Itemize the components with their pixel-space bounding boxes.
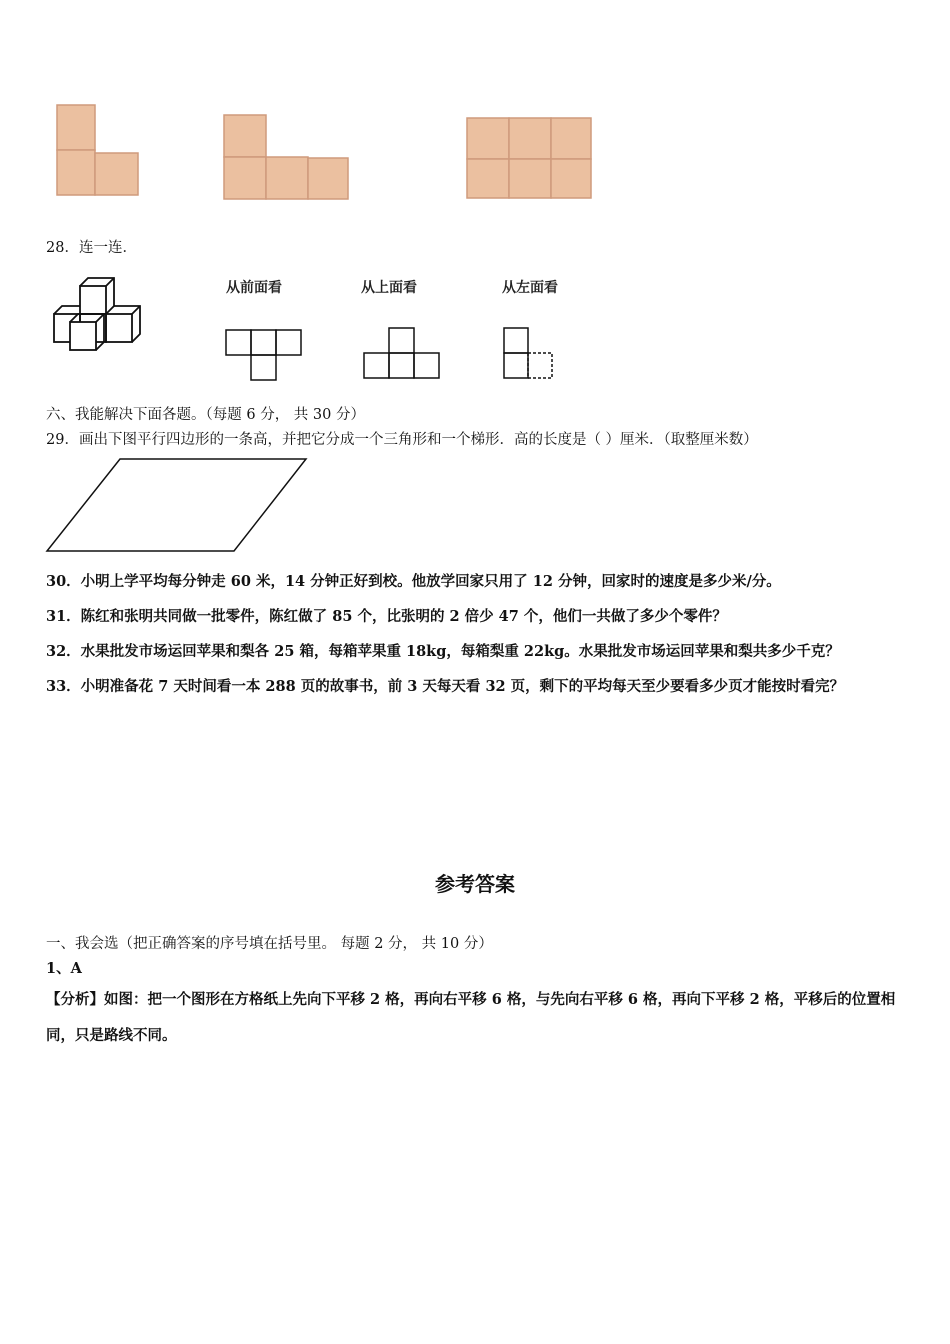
tile [57,105,95,150]
tile [224,115,266,157]
front-view-drawing [224,328,314,388]
answers-title: 参考答案 [435,872,515,896]
question-30: 30．小明上学平均每分钟走 60 米，14 分钟正好到校。他放学回家只用了 12 分钟，回家时的速度是多少米/分。 [46,573,781,590]
tile [551,159,591,198]
tile [266,157,308,199]
tile [224,157,266,199]
tile [509,159,551,198]
section-6-heading: 六、我能解决下面各题。（每题 6 分， 共 30 分） [46,407,365,423]
answers-section-1: 一、我会选（把正确答案的序号填在括号里。 每题 2 分， 共 10 分） [46,936,493,952]
top-view-drawing [362,326,452,386]
answer-1-analysis: 【分析】如图：把一个图形在方格纸上先向下平移 2 格，再向右平移 6 格，与先向右平移 6 格，再向下平移 2 格，平移后的位置相同，只是路线不同。 [46,991,896,1044]
tile [509,118,551,159]
cube-solid-figure [50,274,160,364]
tile [467,118,509,159]
view-caption-top: 从上面看 [361,280,417,296]
left-view-drawing [502,326,572,386]
question-32: 32．水果批发市场运回苹果和梨各 25 箱，每箱苹果重 18kg，每箱梨重 22kg。水果批发市场运回苹果和梨共多少千克？ [46,643,840,660]
view-caption-front: 从前面看 [226,280,282,296]
question-33: 33．小明准备花 7 天时间看一本 288 页的故事书，前 3 天每天看 32 页，剩下的平均每天至少要看多少页才能按时看完？ [46,678,845,695]
tile-figure-3 [465,116,605,206]
tile [467,159,509,198]
tile [95,153,138,195]
view-caption-left: 从左面看 [502,280,558,296]
parallelogram-figure [44,456,314,556]
tile [57,150,95,195]
tile [308,158,348,199]
answer-1: 1、A [46,960,82,977]
question-29: 29．画出下图平行四边形的一条高，并把它分成一个三角形和一个梯形．高的长度是（ ）厘米．（取整厘米数） [46,432,758,448]
question-31: 31．陈红和张明共同做一批零件，陈红做了 85 个，比张明的 2 倍少 47 个，他们一共做了多少个零件？ [46,608,727,625]
tile [551,118,591,159]
tile-figure-2 [222,113,362,213]
tile-figure-1 [55,103,155,203]
question-28: 28．连一连． [46,240,137,256]
